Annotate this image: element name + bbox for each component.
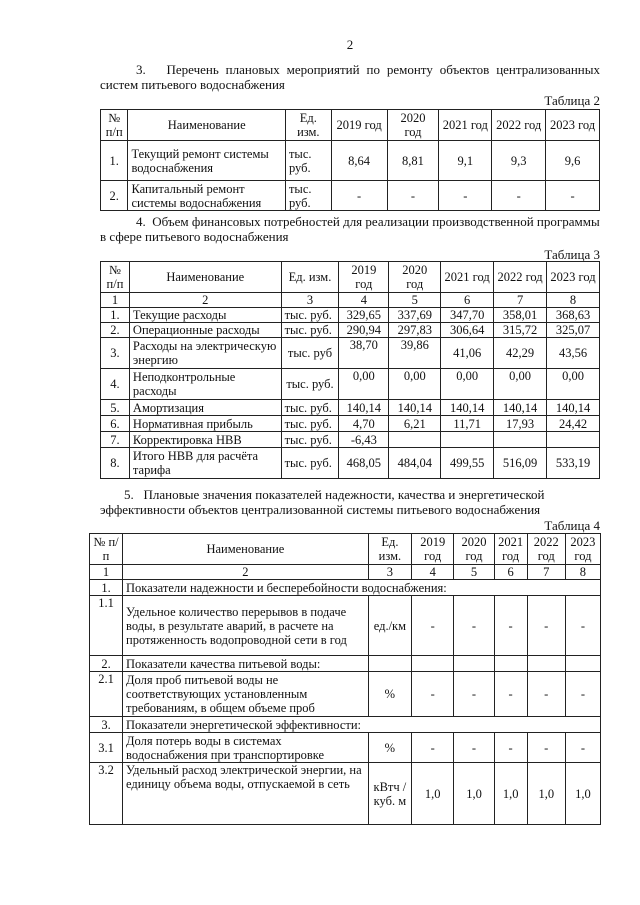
value-cell: -	[387, 181, 439, 211]
table-row	[90, 672, 601, 717]
table2-header-row	[101, 110, 600, 141]
value-cell: -	[527, 733, 565, 763]
table3-header-row	[101, 262, 600, 293]
group-row	[90, 580, 601, 596]
value-cell: 140,14	[389, 400, 441, 416]
header-cell: 2021 год	[439, 110, 492, 141]
value-cell: 9,6	[546, 141, 600, 181]
section4-heading: 4. Объем финансовых потребностей для реализации производственной программы в сфере питьевого водоснабжения	[100, 214, 600, 244]
value-cell: 0,00	[441, 369, 494, 400]
row-number: 3.1	[90, 733, 123, 763]
value-cell: -	[546, 181, 600, 211]
row-unit: тыс. руб	[281, 338, 339, 369]
row-unit: тыс. руб.	[285, 181, 331, 211]
row-name: Расходы на электрическую энергию	[129, 338, 281, 369]
column-number: 8	[565, 565, 600, 580]
table-row	[90, 596, 601, 656]
column-number: 5	[389, 293, 441, 308]
column-number: 1	[101, 293, 130, 308]
value-cell: 533,19	[547, 448, 600, 479]
value-cell: -	[527, 672, 565, 717]
table-row	[101, 308, 600, 323]
table3-caption: Таблица 3	[544, 247, 600, 262]
value-cell: -	[454, 733, 494, 763]
row-number: 2.	[101, 323, 130, 338]
header-cell: 2020 год	[389, 262, 441, 293]
value-cell: 484,04	[389, 448, 441, 479]
header-cell: 2020 год	[387, 110, 439, 141]
column-number: 5	[454, 565, 494, 580]
column-number: 6	[494, 565, 527, 580]
row-number: 8.	[101, 448, 130, 479]
value-cell: 140,14	[441, 400, 494, 416]
header-cell: 2021 год	[441, 262, 494, 293]
column-number: 7	[527, 565, 565, 580]
row-unit: ед./км	[368, 596, 411, 656]
value-cell: 8,64	[331, 141, 387, 181]
value-cell: -	[494, 596, 527, 656]
section5-heading: 5. Плановые значения показателей надежности, качества и энергетической эффективности объектов централизованной системы питьевого водоснабжения	[100, 487, 545, 517]
value-cell: 8,81	[387, 141, 439, 181]
value-cell: 337,69	[389, 308, 441, 323]
table-row	[90, 763, 601, 825]
row-number: 3.2	[90, 763, 123, 825]
value-cell: 468,05	[339, 448, 389, 479]
value-cell: 0,00	[547, 369, 600, 400]
table-row	[101, 369, 600, 400]
header-cell: 2023 год	[565, 534, 600, 565]
value-cell: -	[565, 733, 600, 763]
row-number: 6.	[101, 416, 130, 432]
row-number: 5.	[101, 400, 130, 416]
table2	[100, 109, 600, 211]
header-cell: Ед. изм.	[368, 534, 411, 565]
value-cell: -	[454, 672, 494, 717]
header-cell: № п/п	[101, 262, 130, 293]
value-cell: 38,70	[339, 338, 389, 369]
value-cell: 140,14	[339, 400, 389, 416]
row-unit: тыс. руб.	[281, 400, 339, 416]
table-row	[101, 416, 600, 432]
row-name: Удельный расход электрической энергии, на единицу объема воды, отпускаемой в сеть	[123, 763, 369, 825]
value-cell: 1,0	[412, 763, 454, 825]
value-cell: 499,55	[441, 448, 494, 479]
header-cell: Наименование	[129, 262, 281, 293]
value-cell	[494, 432, 547, 448]
value-cell: -	[454, 596, 494, 656]
header-cell: 2022 год	[494, 262, 547, 293]
column-number: 4	[339, 293, 389, 308]
row-unit: тыс. руб.	[281, 416, 339, 432]
table-row	[101, 400, 600, 416]
group-title: Показатели надежности и бесперебойности водоснабжения:	[123, 580, 601, 596]
value-cell: 368,63	[547, 308, 600, 323]
row-number: 3.	[90, 717, 123, 733]
value-cell: 17,93	[494, 416, 547, 432]
value-cell: 6,21	[389, 416, 441, 432]
group-row	[90, 717, 601, 733]
row-name: Итого НВВ для расчёта тарифа	[129, 448, 281, 479]
row-name: Нормативная прибыль	[129, 416, 281, 432]
value-cell: 358,01	[494, 308, 547, 323]
row-name: Корректировка НВВ	[129, 432, 281, 448]
value-cell: 0,00	[389, 369, 441, 400]
table2-caption: Таблица 2	[544, 93, 600, 108]
header-cell: 2019 год	[412, 534, 454, 565]
row-unit: тыс. руб.	[285, 141, 331, 181]
row-number: 1.1	[90, 596, 123, 656]
header-cell: № п/п	[90, 534, 123, 565]
row-number: 4.	[101, 369, 130, 400]
row-name: Доля потерь воды в системах водоснабжения при транспортировке	[123, 733, 369, 763]
column-number: 7	[494, 293, 547, 308]
table-row	[101, 323, 600, 338]
row-name: Капитальный ремонт системы водоснабжения	[128, 181, 286, 211]
value-cell: -	[494, 733, 527, 763]
table-row	[101, 141, 600, 181]
value-cell: -	[565, 596, 600, 656]
group-title: Показатели энергетической эффективности:	[123, 717, 601, 733]
value-cell: 0,00	[494, 369, 547, 400]
header-cell: № п/п	[101, 110, 128, 141]
row-number: 1.	[101, 308, 130, 323]
row-name: Амортизация	[129, 400, 281, 416]
header-cell: 2022 год	[527, 534, 565, 565]
value-cell: 325,07	[547, 323, 600, 338]
value-cell: -	[412, 596, 454, 656]
row-unit: тыс. руб.	[281, 323, 339, 338]
value-cell	[389, 432, 441, 448]
value-cell: 140,14	[494, 400, 547, 416]
table3	[100, 261, 600, 479]
column-number: 3	[368, 565, 411, 580]
value-cell: 306,64	[441, 323, 494, 338]
section3-heading: 3. Перечень плановых мероприятий по ремонту объектов централизованных систем питьевого водоснабжения	[100, 62, 600, 92]
row-name: Операционные расходы	[129, 323, 281, 338]
value-cell: 1,0	[494, 763, 527, 825]
row-unit: тыс. руб.	[281, 432, 339, 448]
column-number: 1	[90, 565, 123, 580]
group-row	[90, 656, 601, 672]
column-number: 2	[129, 293, 281, 308]
column-number: 2	[123, 565, 369, 580]
header-cell: 2023 год	[546, 110, 600, 141]
row-number: 3.	[101, 338, 130, 369]
value-cell: 329,65	[339, 308, 389, 323]
column-number: 8	[547, 293, 600, 308]
group-title: Показатели качества питьевой воды:	[123, 656, 369, 672]
value-cell: 9,1	[439, 141, 492, 181]
row-number: 7.	[101, 432, 130, 448]
column-number: 4	[412, 565, 454, 580]
value-cell: 4,70	[339, 416, 389, 432]
column-number: 3	[281, 293, 339, 308]
row-name: Текущие расходы	[129, 308, 281, 323]
value-cell: 1,0	[454, 763, 494, 825]
value-cell: -	[412, 733, 454, 763]
row-number: 2.	[90, 656, 123, 672]
value-cell	[441, 432, 494, 448]
value-cell: 0,00	[339, 369, 389, 400]
header-cell: Ед. изм.	[285, 110, 331, 141]
row-number: 1.	[90, 580, 123, 596]
header-cell: Наименование	[123, 534, 369, 565]
column-number-row	[90, 565, 601, 580]
row-unit: %	[368, 672, 411, 717]
page-number: 2	[346, 37, 354, 52]
value-cell: 9,3	[492, 141, 546, 181]
value-cell: -	[527, 596, 565, 656]
header-cell: 2020 год	[454, 534, 494, 565]
value-cell: -	[492, 181, 546, 211]
header-cell: 2019 год	[331, 110, 387, 141]
row-number: 2.	[101, 181, 128, 211]
value-cell: 11,71	[441, 416, 494, 432]
row-number: 2.1	[90, 672, 123, 717]
row-name: Текущий ремонт системы водоснабжения	[128, 141, 286, 181]
table4-header-row	[90, 534, 601, 565]
table4	[89, 533, 601, 825]
value-cell: -	[494, 672, 527, 717]
table-row	[101, 338, 600, 369]
value-cell: 290,94	[339, 323, 389, 338]
value-cell: 1,0	[565, 763, 600, 825]
table-row	[90, 733, 601, 763]
header-cell: Наименование	[128, 110, 286, 141]
value-cell: 1,0	[527, 763, 565, 825]
header-cell: 2023 год	[547, 262, 600, 293]
value-cell: 140,14	[547, 400, 600, 416]
value-cell: -	[331, 181, 387, 211]
value-cell: -	[439, 181, 492, 211]
row-unit: тыс. руб.	[281, 308, 339, 323]
value-cell: -	[412, 672, 454, 717]
header-cell: Ед. изм.	[281, 262, 339, 293]
value-cell: 41,06	[441, 338, 494, 369]
row-name: Неподконтрольные расходы	[129, 369, 281, 400]
row-name: Доля проб питьевой воды не соответствующих установленным требованиям, в общем объеме проб	[123, 672, 369, 717]
row-name: Удельное количество перерывов в подаче воды, в результате аварий, в расчете на протяженность водопроводной сети в год	[123, 596, 369, 656]
row-unit: тыс. руб.	[281, 369, 339, 400]
table-row	[101, 448, 600, 479]
value-cell: 42,29	[494, 338, 547, 369]
header-cell: 2019 год	[339, 262, 389, 293]
row-unit: %	[368, 733, 411, 763]
row-unit: тыс. руб.	[281, 448, 339, 479]
value-cell: -6,43	[339, 432, 389, 448]
header-cell: 2022 год	[492, 110, 546, 141]
column-number: 6	[441, 293, 494, 308]
value-cell: -	[565, 672, 600, 717]
table-row	[101, 181, 600, 211]
value-cell: 516,09	[494, 448, 547, 479]
value-cell: 297,83	[389, 323, 441, 338]
value-cell: 347,70	[441, 308, 494, 323]
column-number-row	[101, 293, 600, 308]
row-number: 1.	[101, 141, 128, 181]
value-cell: 43,56	[547, 338, 600, 369]
value-cell	[547, 432, 600, 448]
header-cell: 2021 год	[494, 534, 527, 565]
value-cell: 39,86	[389, 338, 441, 369]
table4-caption: Таблица 4	[544, 518, 600, 533]
value-cell: 24,42	[547, 416, 600, 432]
table-row	[101, 432, 600, 448]
value-cell: 315,72	[494, 323, 547, 338]
row-unit: кВтч /куб. м	[368, 763, 411, 825]
